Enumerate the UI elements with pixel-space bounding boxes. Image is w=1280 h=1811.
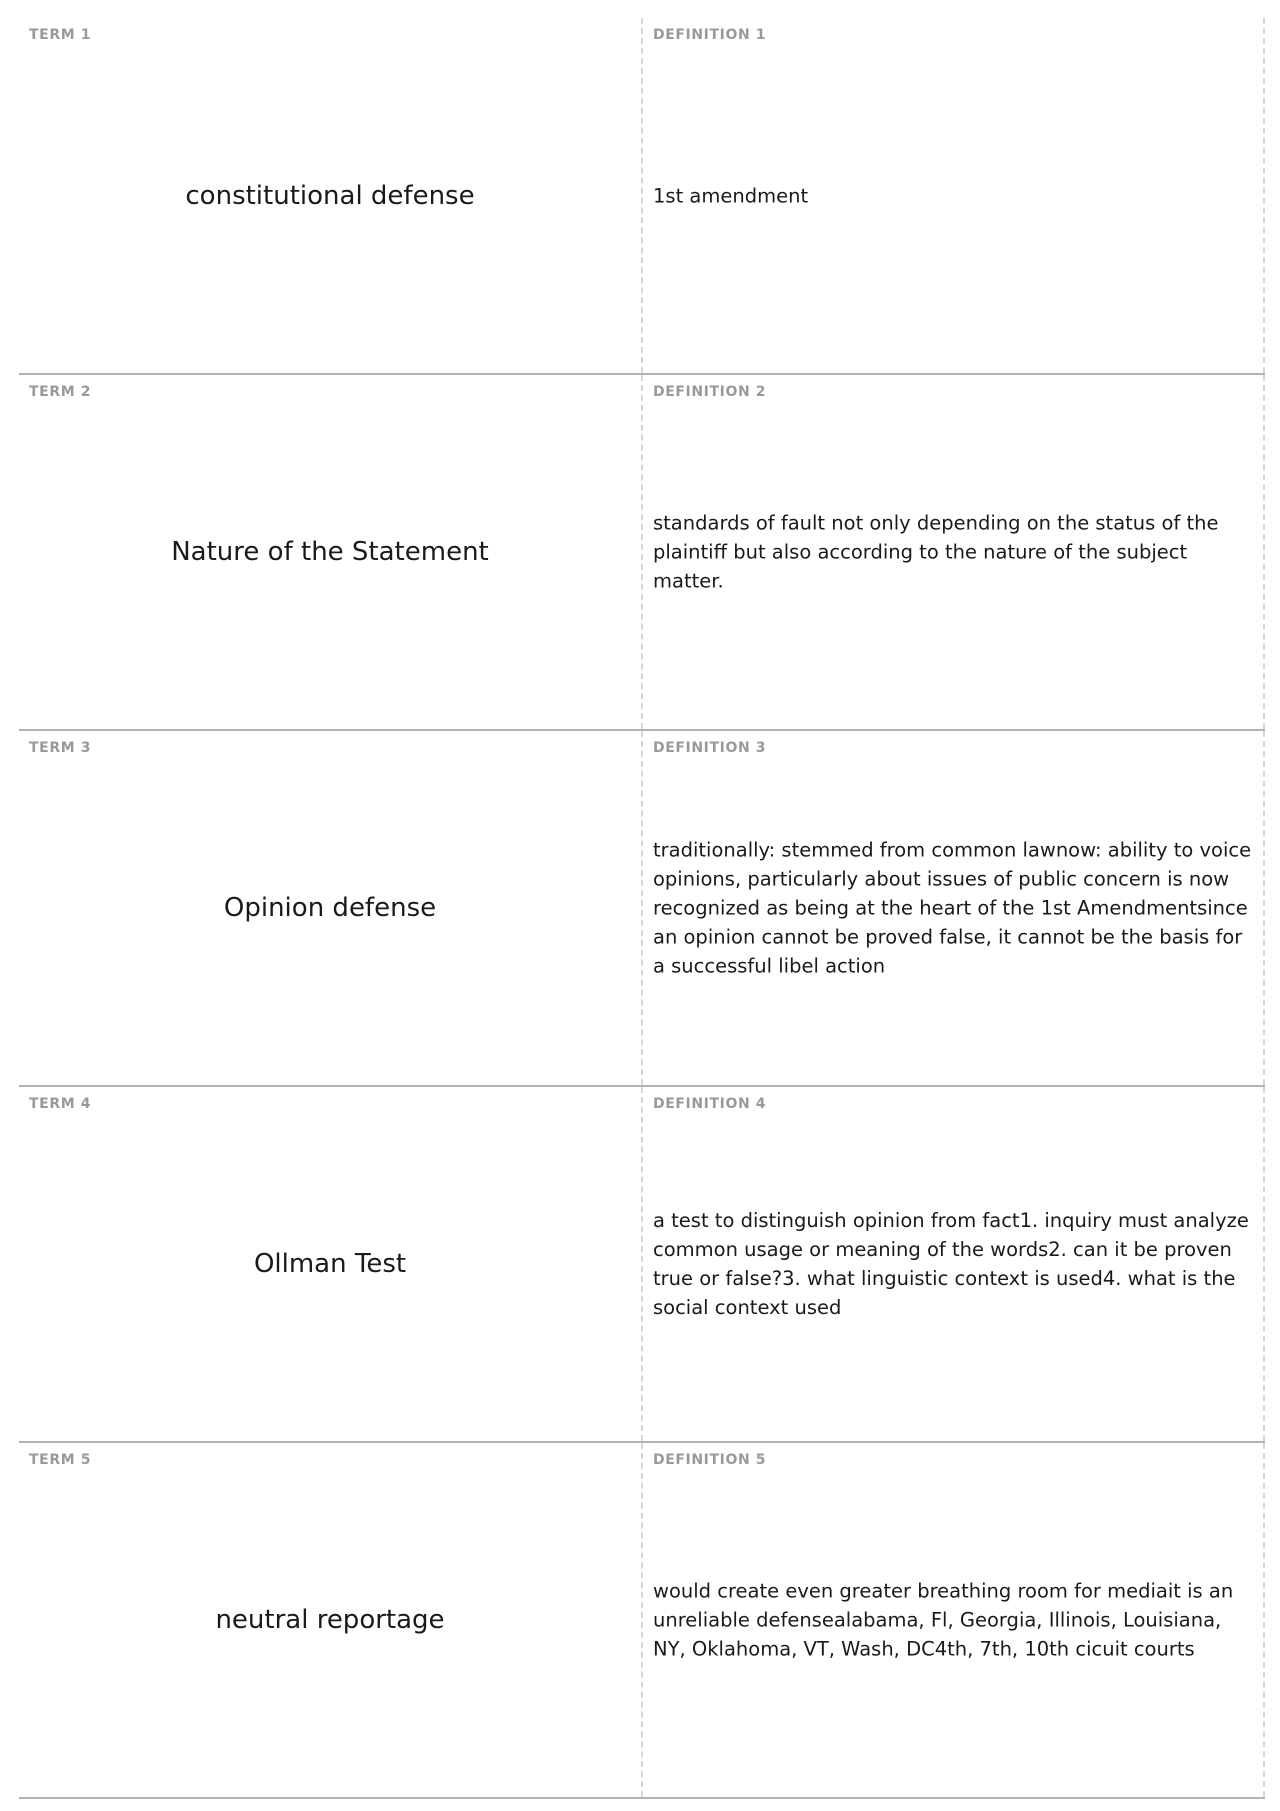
definition-label: DEFINITION 5 <box>653 1452 767 1468</box>
flashcard-row <box>19 1443 1265 1799</box>
term-cell <box>19 18 643 373</box>
definition-label: DEFINITION 1 <box>653 27 767 43</box>
definition-label: DEFINITION 2 <box>653 384 767 400</box>
definition-text: 1st amendment <box>653 184 809 207</box>
definition-text: standards of fault not only depending on the status of the plaintiff but also according to the nature of the subject matter. <box>653 511 1219 593</box>
definition-cell <box>643 1443 1265 1797</box>
term-cell <box>19 375 643 729</box>
term-text: Ollman Test <box>253 1249 407 1279</box>
term-text: neutral reportage <box>215 1605 445 1635</box>
definition-cell <box>643 1087 1265 1441</box>
definition-text: traditionally: stemmed from common lawnow: ability to voice opinions, particularly about issues of public concern is now recognized as being at the heart of the 1st Amendmentsince an opinion cannot be proved false, it cannot be the basis for a successful libel action <box>653 838 1252 978</box>
term-label: TERM 2 <box>29 384 92 400</box>
term-text: constitutional defense <box>185 180 475 211</box>
term-text: Opinion defense <box>223 893 437 923</box>
term-text: Nature of the Statement <box>171 537 489 567</box>
flashcard-row <box>19 375 1265 731</box>
term-cell <box>19 731 643 1085</box>
term-cell <box>19 1087 643 1441</box>
definition-cell <box>643 375 1265 729</box>
term-label: TERM 5 <box>29 1452 92 1468</box>
definition-label: DEFINITION 4 <box>653 1096 767 1112</box>
flashcard-row <box>19 18 1265 375</box>
flashcard-row <box>19 1087 1265 1443</box>
term-label: TERM 3 <box>29 740 92 756</box>
definition-text: would create even greater breathing room for mediait is an unreliable defensealabama, Fl, Georgia, Illinois, Louisiana, NY, Oklahoma, VT, Wash, DC4th, 7th, 10th cicuit courts <box>653 1579 1234 1661</box>
term-cell <box>19 1443 643 1797</box>
term-label: TERM 1 <box>29 27 92 43</box>
definition-text: a test to distinguish opinion from fact1. inquiry must analyze common usage or meaning of the words2. can it be proven true or false?3. what linguistic context is used4. what is the social context used <box>653 1209 1249 1319</box>
definition-label: DEFINITION 3 <box>653 740 767 756</box>
definition-cell <box>643 18 1265 373</box>
definition-cell <box>643 731 1265 1085</box>
term-label: TERM 4 <box>29 1096 92 1112</box>
flashcard-sheet <box>19 18 1265 1799</box>
flashcard-row <box>19 731 1265 1087</box>
